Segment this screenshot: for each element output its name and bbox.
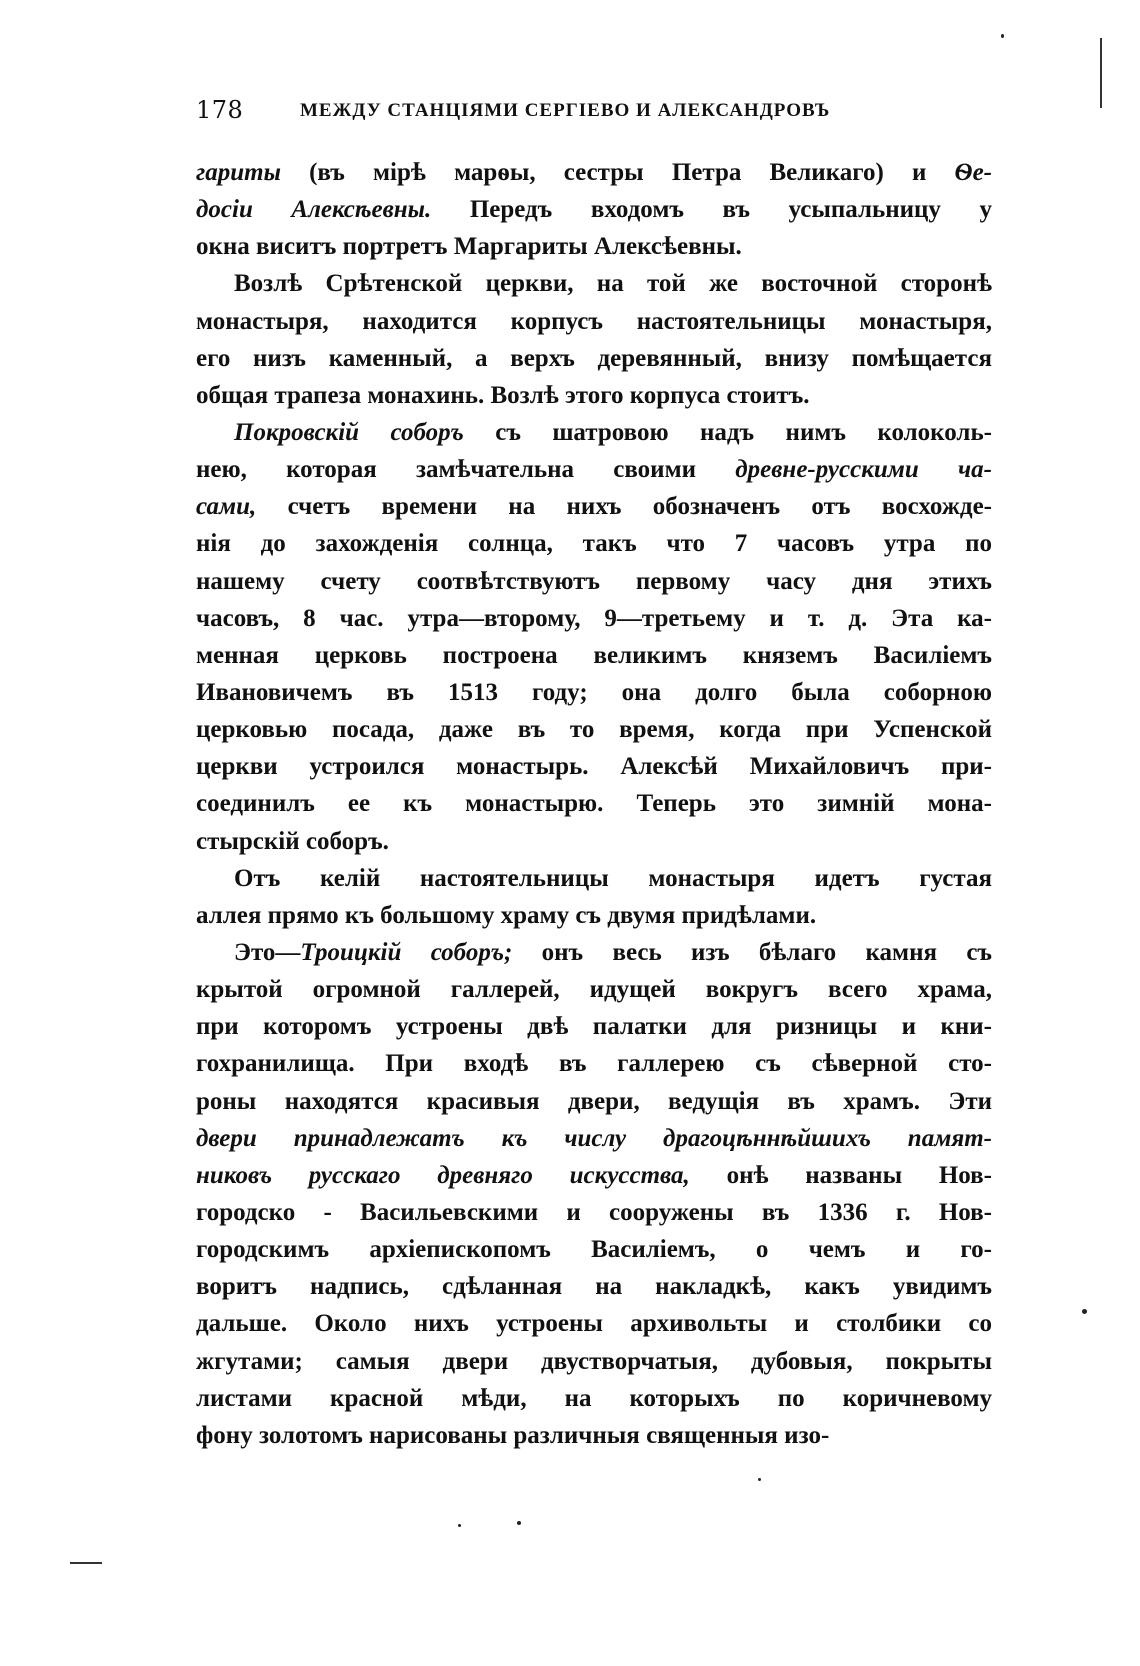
- text-line: [196, 971, 992, 1008]
- text-line: [196, 785, 992, 822]
- running-title: МЕЖДУ СТАНЦІЯМИ СЕРГІЕВО И АЛЕКСАНДРОВЪ: [300, 100, 831, 121]
- text-segment: онѣ названы Нов-: [689, 1161, 992, 1189]
- text-line: [196, 377, 992, 414]
- text-segment: общая трапеза монахинь. Возлѣ этого корпуса стоитъ.: [196, 381, 810, 409]
- text-line: [196, 934, 992, 971]
- text-line: [196, 525, 992, 562]
- scan-speck: [458, 1524, 461, 1527]
- text-line: [196, 451, 992, 488]
- body-text: [196, 154, 992, 1454]
- text-segment: онъ весь изъ бѣлаго камня съ: [512, 938, 992, 966]
- text-line: [196, 414, 992, 451]
- text-segment: аллея прямо къ большому храму съ двумя придѣлами.: [196, 901, 817, 929]
- running-head: [196, 96, 992, 130]
- italic-text: двери принадлежатъ къ числу драгоцѣннѣйшихъ памят-: [196, 1124, 992, 1152]
- text-segment: Передъ входомъ въ усыпальницу у: [431, 196, 992, 224]
- text-segment: воритъ надпись, сдѣланная на накладкѣ, какъ увидимъ: [196, 1273, 992, 1301]
- text-line: [196, 1120, 992, 1157]
- text-line: [196, 191, 992, 228]
- text-segment: городско - Васильевскими и сооружены въ 1336 г. Нов-: [196, 1198, 992, 1226]
- text-segment: окна виситъ портретъ Маргариты Алексѣевны.: [196, 233, 742, 261]
- text-segment: Отъ келій настоятельницы монастыря идетъ густая: [234, 864, 992, 892]
- italic-text: гариты: [196, 159, 281, 186]
- scan-mark: [70, 1562, 102, 1564]
- scan-speck: [517, 1521, 521, 1525]
- text-line: [196, 340, 992, 377]
- text-line: [196, 1417, 992, 1454]
- text-line: [196, 154, 992, 191]
- text-segment: счетъ времени на нихъ обозначенъ отъ восхожде-: [256, 493, 992, 521]
- text-segment: менная церковь построена великимъ княземъ Василіемъ: [196, 641, 992, 669]
- text-segment: его низъ каменный, а верхъ деревянный, внизу помѣщается: [196, 344, 992, 372]
- text-line: [196, 488, 992, 525]
- italic-text: Троицкій соборъ;: [300, 938, 513, 966]
- text-line: [196, 228, 992, 265]
- page-number: 178: [196, 96, 244, 124]
- text-line: [196, 1157, 992, 1194]
- text-line: [196, 674, 992, 711]
- italic-text: Покровскій соборъ: [234, 418, 464, 446]
- scan-speck: [758, 1478, 761, 1481]
- italic-text: сами,: [196, 493, 257, 521]
- scan-speck: [1082, 1309, 1087, 1314]
- text-segment: дальше. Около нихъ устроены архивольты и столбики со: [196, 1310, 992, 1338]
- text-line: [196, 711, 992, 748]
- text-line: [196, 563, 992, 600]
- italic-text: древне-русскими ча-: [735, 456, 992, 484]
- italic-text: досіи Алексѣевны.: [196, 196, 432, 224]
- text-segment: фону золотомъ нарисованы различныя священныя изо-: [196, 1421, 830, 1449]
- text-segment: соединилъ ее къ монастырю. Теперь это зимній мона-: [196, 790, 992, 818]
- italic-text: Ѳе-: [954, 159, 992, 186]
- text-segment: гохранилища. При входѣ въ галлерею съ сѣверной сто-: [196, 1050, 992, 1078]
- text-line: [196, 1305, 992, 1342]
- text-segment: нею, которая замѣчательна своими: [196, 456, 736, 484]
- text-line: [196, 265, 992, 302]
- text-line: [196, 1045, 992, 1082]
- text-line: [196, 303, 992, 340]
- text-segment: Ивановичемъ въ 1513 году; она долго была соборною: [196, 678, 992, 706]
- text-line: [196, 897, 992, 934]
- text-segment: стырскій соборъ.: [196, 827, 389, 855]
- text-line: [196, 1194, 992, 1231]
- text-segment: листами красной мѣди, на которыхъ по коричневому: [196, 1384, 992, 1412]
- scan-speck: [1001, 34, 1004, 38]
- text-segment: съ шатровою надъ нимъ колоколь-: [463, 418, 992, 446]
- text-segment: часовъ, 8 час. утра—второму, 9—третьему и т. д. Эта ка-: [196, 604, 992, 632]
- text-line: [196, 860, 992, 897]
- text-segment: (въ мірѣ марѳы, сестры Петра Великаго) и: [280, 159, 955, 186]
- text-segment: нашему счету соотвѣтствуютъ первому часу дня этихъ: [196, 567, 992, 595]
- text-segment: крытой огромной галлерей, идущей вокругъ всего храма,: [196, 976, 992, 1004]
- text-line: [196, 748, 992, 785]
- text-segment: нія до захожденія солнца, такъ что 7 часовъ утра по: [196, 530, 992, 558]
- text-segment: городскимъ архіепископомъ Василіемъ, о чемъ и го-: [196, 1236, 992, 1264]
- text-line: [196, 1268, 992, 1305]
- text-line: [196, 637, 992, 674]
- text-line: [196, 1083, 992, 1120]
- text-segment: монастыря, находится корпусъ настоятельницы монастыря,: [196, 307, 992, 335]
- text-line: [196, 600, 992, 637]
- text-segment: роны находятся красивыя двери, ведущія въ храмъ. Эти: [196, 1087, 992, 1115]
- italic-text: никовъ русскаго древняго искусства,: [196, 1161, 690, 1189]
- text-line: [196, 1231, 992, 1268]
- text-segment: жгутами; самыя двери двустворчатыя, дубовыя, покрыты: [196, 1347, 992, 1375]
- text-segment: при которомъ устроены двѣ палатки для ризницы и кни-: [196, 1013, 992, 1041]
- text-segment: Возлѣ Срѣтенской церкви, на той же восточной сторонѣ: [234, 270, 992, 298]
- text-line: [196, 823, 992, 860]
- scan-mark: [1100, 38, 1102, 108]
- text-line: [196, 1380, 992, 1417]
- text-line: [196, 1008, 992, 1045]
- text-line: [196, 1343, 992, 1380]
- text-segment: церкви устроился монастырь. Алексѣй Михайловичъ при-: [196, 753, 992, 781]
- text-segment: церковью посада, даже въ то время, когда при Успенской: [196, 716, 992, 744]
- text-segment: Это—: [234, 938, 301, 966]
